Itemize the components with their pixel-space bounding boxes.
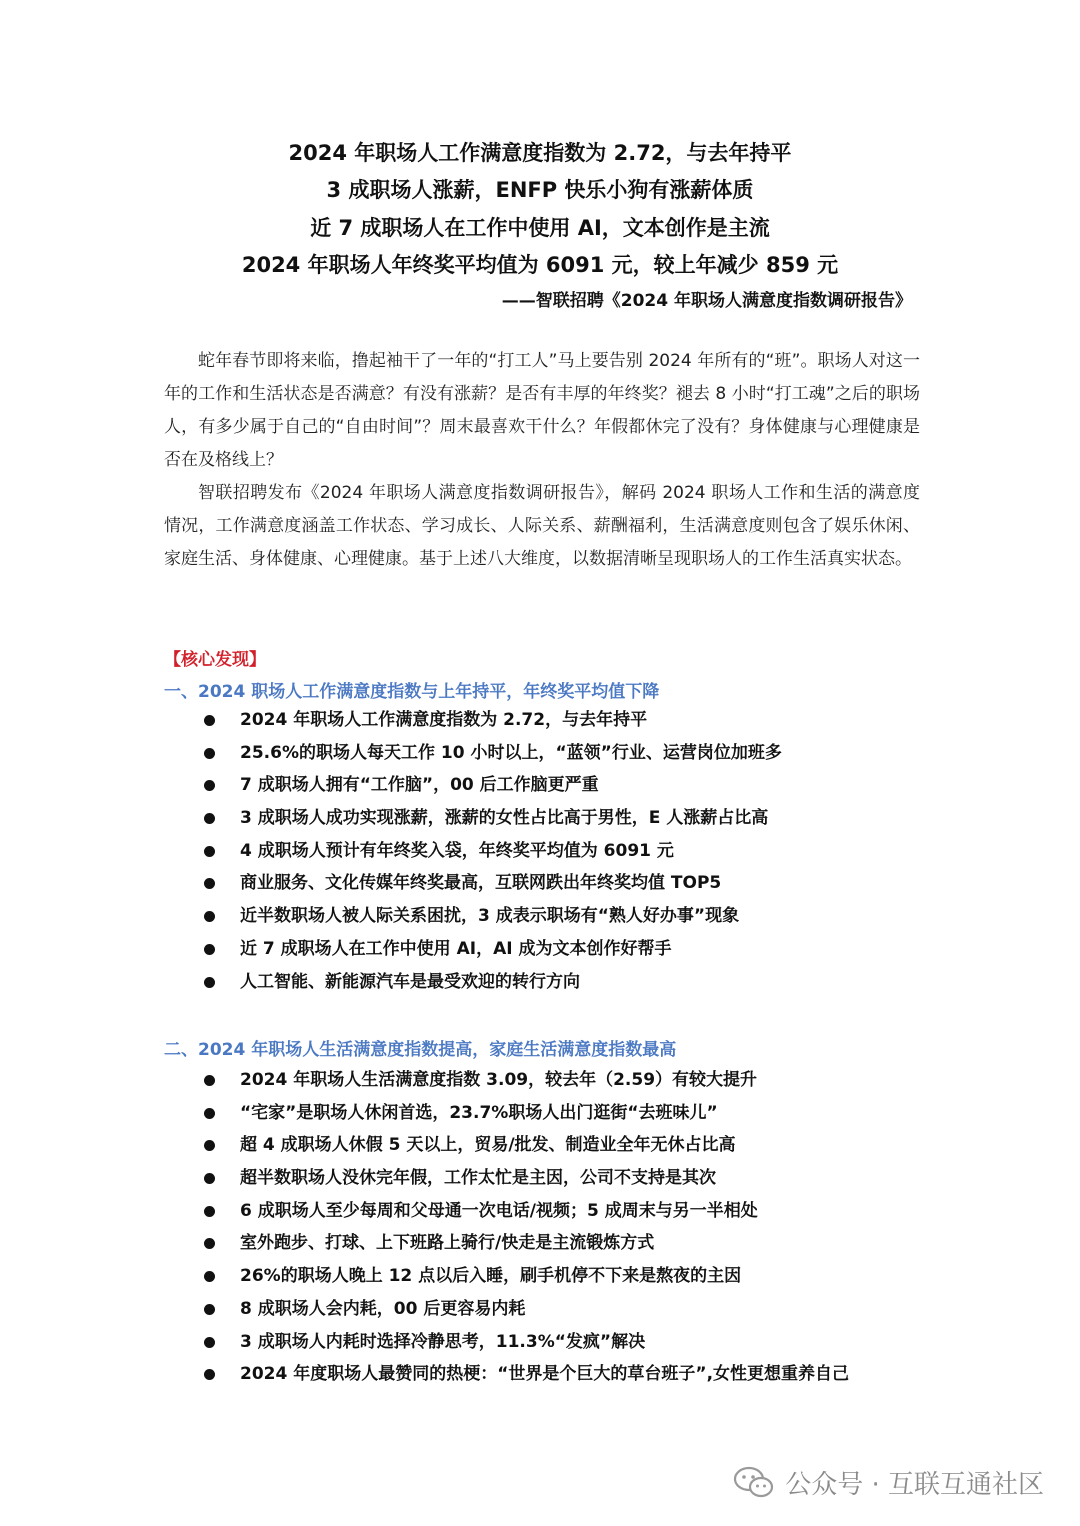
list-item (0, 966, 1080, 999)
section-1-bullets (0, 704, 1080, 998)
list-item (0, 867, 1080, 900)
bullet-dot-icon (204, 1238, 215, 1249)
bullet-text: 3 成职场人内耗时选择冷静思考，11.3%“发疯”解决 (240, 1331, 646, 1352)
bullet-dot-icon (204, 1369, 215, 1380)
bullet-text: 2024 年职场人生活满意度指数 3.09，较去年（2.59）有较大提升 (240, 1070, 758, 1090)
list-item (0, 835, 1080, 868)
bullet-text: “宅家”是职场人休闲首选，23.7%职场人出门逛街“去班味儿” (240, 1102, 718, 1123)
list-item (0, 769, 1080, 802)
bullet-dot-icon (204, 1271, 215, 1282)
list-item (0, 1162, 1080, 1195)
bullet-dot-icon (204, 846, 215, 857)
bullet-text: 7 成职场人拥有“工作脑”，00 后工作脑更严重 (240, 775, 599, 796)
core-findings-title: 【核心发现】 (164, 650, 266, 670)
bullet-dot-icon (204, 748, 215, 759)
bullet-dot-icon (204, 977, 215, 988)
list-item (0, 1227, 1080, 1260)
bullet-dot-icon (204, 715, 215, 726)
list-item (0, 802, 1080, 835)
bullet-text: 室外跑步、打球、上下班路上骑行/快走是主流锻炼方式 (240, 1233, 655, 1254)
list-item (0, 900, 1080, 933)
list-item (0, 1260, 1080, 1293)
report-byline: ——智联招聘《2024 年职场人满意度指数调研报告》 (501, 291, 912, 311)
list-item (0, 1358, 1080, 1391)
section-2-bullets (0, 1064, 1080, 1391)
bullet-text: 近 7 成职场人在工作中使用 AI，AI 成为文本创作好帮手 (240, 938, 672, 959)
list-item (0, 737, 1080, 770)
bullet-text: 26%的职场人晚上 12 点以后入睡，刷手机停不下来是熬夜的主因 (240, 1266, 742, 1287)
bullet-dot-icon (204, 1206, 215, 1217)
bullet-dot-icon (204, 1108, 215, 1119)
list-item (0, 1195, 1080, 1228)
bullet-dot-icon (204, 911, 215, 922)
bullet-dot-icon (204, 1075, 215, 1086)
bullet-dot-icon (204, 1173, 215, 1184)
bullet-dot-icon (204, 780, 215, 791)
bullet-dot-icon (204, 1140, 215, 1151)
bullet-dot-icon (204, 1304, 215, 1315)
headline-4: 2024 年职场人年终奖平均值为 6091 元，较上年减少 859 元 (241, 253, 839, 277)
bullet-dot-icon (204, 1337, 215, 1348)
headline-2: 3 成职场人涨薪，ENFP 快乐小狗有涨薪体质 (326, 178, 754, 202)
intro-paragraph-2: 智联招聘发布《2024 年职场人满意度指数调研报告》，解码 2024 职场人工作和生活的满意度情况，工作满意度涵盖工作状态、学习成长、人际关系、薪酬福利，生活满意度则包含了娱乐休闲、家庭生活、身体健康、心理健康。基于上述八大维度，以数据清晰呈现职场人的工作生活真实状态。 (164, 483, 920, 569)
bullet-text: 4 成职场人预计有年终奖入袋，年终奖平均值为 6091 元 (240, 840, 674, 861)
bullet-text: 超半数职场人没休完年假，工作太忙是主因，公司不支持是其次 (240, 1168, 716, 1189)
list-item (0, 704, 1080, 737)
bullet-dot-icon (204, 878, 215, 889)
list-item (0, 1129, 1080, 1162)
bullet-text: 商业服务、文化传媒年终奖最高，互联网跌出年终奖均值 TOP5 (240, 873, 722, 894)
watermark-text: 公众号 · 互联互通社区 (785, 1469, 1044, 1500)
bullet-text: 6 成职场人至少每周和父母通一次电话/视频；5 成周末与另一半相处 (240, 1200, 758, 1221)
bullet-dot-icon (204, 944, 215, 955)
bullet-text: 2024 年职场人工作满意度指数为 2.72，与去年持平 (240, 710, 648, 730)
bullet-text: 3 成职场人成功实现涨薪，涨薪的女性占比高于男性，E 人涨薪占比高 (240, 808, 769, 829)
list-item (0, 1064, 1080, 1097)
wechat-watermark (733, 1460, 1044, 1504)
bullet-text: 8 成职场人会内耗，00 后更容易内耗 (240, 1298, 526, 1319)
bullet-text: 超 4 成职场人休假 5 天以上，贸易/批发、制造业全年无休占比高 (240, 1135, 736, 1156)
bullet-text: 人工智能、新能源汽车是最受欢迎的转行方向 (240, 971, 580, 992)
list-item (0, 1326, 1080, 1359)
section-2-title: 二、2024 年职场人生活满意度指数提高，家庭生活满意度指数最高 (164, 1040, 677, 1060)
intro-paragraph-1: 蛇年春节即将来临，撸起袖干了一年的“打工人”马上要告别 2024 年所有的“班”。职场人对这一年的工作和生活状态是否满意？有没有涨薪？是否有丰厚的年终奖？褪去 8 小时“打工魂”之后的职场人，有多少属于自己的“自由时间”？周末最喜欢干什么？年假都休完了没有？身体健康与心理健康是否在及格线上？ (164, 351, 920, 470)
list-item (0, 933, 1080, 966)
bullet-text: 25.6%的职场人每天工作 10 小时以上，“蓝领”行业、运营岗位加班多 (240, 742, 782, 763)
section-1-title: 一、2024 职场人工作满意度指数与上年持平，年终奖平均值下降 (164, 682, 660, 702)
headline-1: 2024 年职场人工作满意度指数为 2.72，与去年持平 (288, 141, 792, 165)
bullet-text: 近半数职场人被人际关系困扰，3 成表示职场有“熟人好办事”现象 (240, 906, 740, 927)
bullet-dot-icon (204, 813, 215, 824)
wechat-icon (733, 1464, 775, 1500)
headline-3: 近 7 成职场人在工作中使用 AI，文本创作是主流 (310, 216, 770, 240)
list-item (0, 1293, 1080, 1326)
list-item (0, 1097, 1080, 1130)
bullet-text: 2024 年度职场人最赞同的热梗：“世界是个巨大的草台班子”,女性更想重养自己 (240, 1364, 850, 1385)
